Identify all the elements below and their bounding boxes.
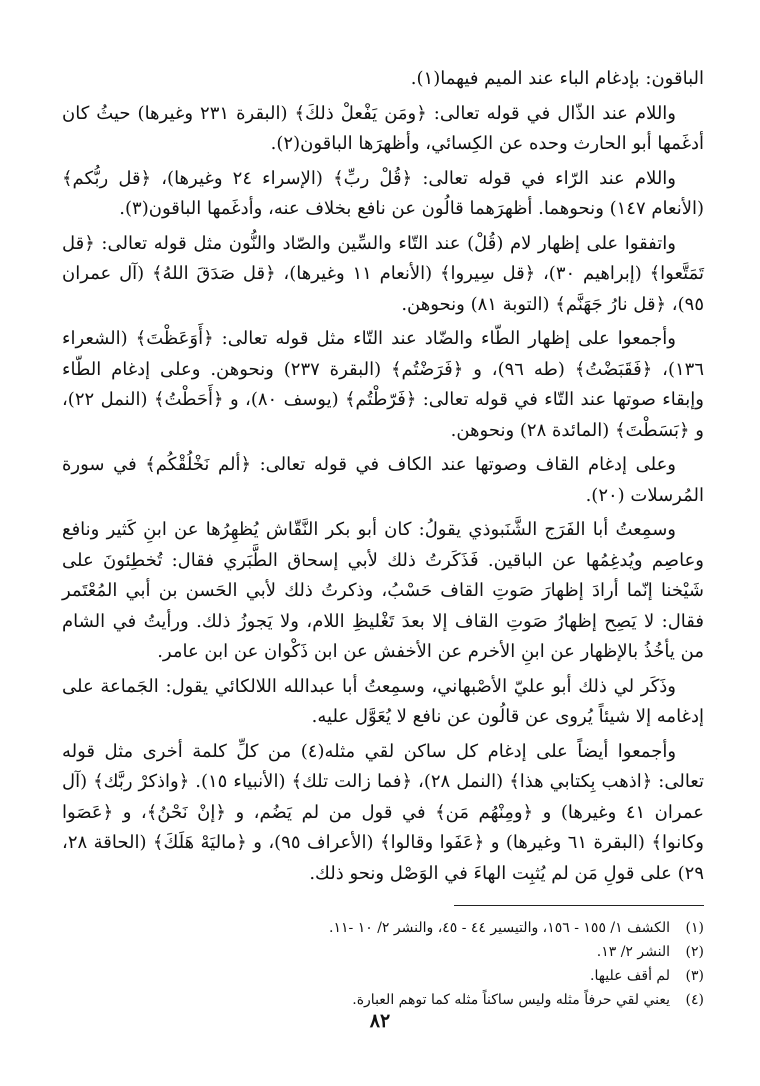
footnote-text: يعني لقي حرفاً مثله وليس ساكناً مثله كما توهم العبارة. [352,992,670,1008]
paragraph-9: وأجمعوا أيضاً على إدغام كل ساكن لقي مثله(٤) من كلِّ كلمة أخرى مثل قوله تعالى: ﴿اذهب بِكتابي هذا﴾ (النمل ٢٨)، ﴿فما زالت تلك﴾ (الأنبياء ١٥). ﴿واذكرْ ربَّك﴾ (آل عمران ٤١ وغيرها) و ﴿ومِنْهُم مَن﴾ في قول من لم يَضُم، و ﴿إنْ نَحْنُ﴾، و ﴿عَصَوا وكانوا﴾ (البقرة ٦١ وغيرها) و ﴿عَفَوا وقالوا﴾ (الأعراف ٩٥)، و ﴿ماليَهْ هَلَكَ﴾ (الحاقة ٢٨، ٢٩) على قولِ مَن لم يُثبِت الهاءَ في الوَصْل ونحو ذلك. [62,740,705,884]
footnotes [62,916,704,1012]
paragraph-7: وسمِعتُ أبا الفَرَج الشَّنَبوذي يقولُ: كان أبو بكر النَّقّاش يُظهِرُها عن ابنِ كَثير ونافع وعاصِم ويُدغِمُها عن الباقين. فَذَكَرتُ ذلك لأبي إسحاق الطَّبَري فقال: تُخطِئونَ على شَيْخنا إنّما أرادَ إظهارَ صَوتِ القاف حَسْبُ، وذكرتُ ذلك لأبي الحَسن بن أبي المُعْتَمر فقال: لا يَصِح إظهارُ صَوتِ القاف إلا بعدَ تَغْليظِ اللام، ولا يَجوزُ ذلك. ورأيتُ في الشام من يأخُذُ بالإظهار عن ابنِ الأخرم عن الأخفش عن ابن ذَكْوان عن ابن عامر. [62,519,704,662]
paragraph-6: وعلى إدغام القاف وصوتها عند الكاف في قوله تعالى: ﴿ألم نَخْلُقْكُم﴾ في سورة المُرسلات (٢٠). [62,454,704,506]
paragraph-2: واللام عند الذّال في قوله تعالى: ﴿ومَن يَفْعلْ ذلكَ﴾ (البقرة ٢٣١ وغيرها) حيثُ كان أدغَمها أبو الحارث وحده عن الكِسائي، وأظهرَها الباقون(٢). [62,102,704,154]
footnote-number: (٢) [685,944,704,960]
footnote-number: (٣) [685,968,704,984]
footnote-text: الكشف ١/ ١٥٥ - ١٥٦، والتيسير ٤٤ - ٤٥، والنشر ٢/ ١٠ -١١. [329,920,670,936]
paragraph-1: الباقون: بإدغام الباء عند الميم فيهما(١). [410,68,704,89]
footnote-number: (١) [685,920,704,936]
footnote-number: (٤) [685,992,704,1008]
footnote-1 [62,916,704,940]
paragraph-5: وأجمعوا على إظهار الطّاء والضّاد عند التّاء مثل قوله تعالى: ﴿أَوَعَظْتَ﴾ (الشعراء ١٣٦)، ﴿فَقَبَضْتُ﴾ (طه ٩٦)، و ﴿فَرَضْتُم﴾ (البقرة ٢٣٧) ونحوهن. وعلى إدغام الطّاء وإبقاء صوتها عند التّاء في قوله تعالى: ﴿فَرّطْتُم﴾ (يوسف ٨٠)، و ﴿أَحَطْتُ﴾ (النمل ٢٢)، و ﴿بَسَطْتَ﴾ (المائدة ٢٨) ونحوهن. [62,328,705,441]
footnote-4 [62,988,704,1012]
paragraph-8: وذَكَر لي ذلك أبو عليّ الأصْبهاني، وسمِعتُ أبا عبدالله اللالكائي يقول: الجَماعة على إدغامه إلا شيئاً يُروى عن قالُون عن نافع لا يُعَوَّل عليه. [62,675,704,727]
paragraph-4: واتفقوا على إظهار لام (قُلْ) عند التّاء والسِّين والصّاد والنُّون مثل قوله تعالى: ﴿قل تَمَتَّعوا﴾ (إبراهيم ٣٠)، ﴿قل سِيروا﴾ (الأنعام ١١ وغيرها)، ﴿قل صَدَقَ اللهُ﴾ (آل عمران ٩٥)، ﴿قل نارُ جَهَنَّم﴾ (التوبة ٨١) ونحوهن. [62,232,704,315]
footnote-text: لم أقف عليها. [590,968,670,984]
footnote-divider [454,905,704,906]
body-text [62,64,704,889]
footnote-2 [62,940,704,964]
page-number: ٨٢ [369,1010,391,1032]
footnote-text: النشر ٢/ ١٣. [596,944,670,960]
footnote-3 [62,964,704,988]
paragraph-3: واللام عند الرّاء في قوله تعالى: ﴿قُلْ ربِّ﴾ (الإسراء ٢٤ وغيرها)، ﴿قل ربُّكم﴾ (الأنعام ١٤٧) ونحوهما. أظهرَهما قالُون عن نافع بخلاف عنه، وأدغَمها الباقون(٣). [62,167,704,219]
